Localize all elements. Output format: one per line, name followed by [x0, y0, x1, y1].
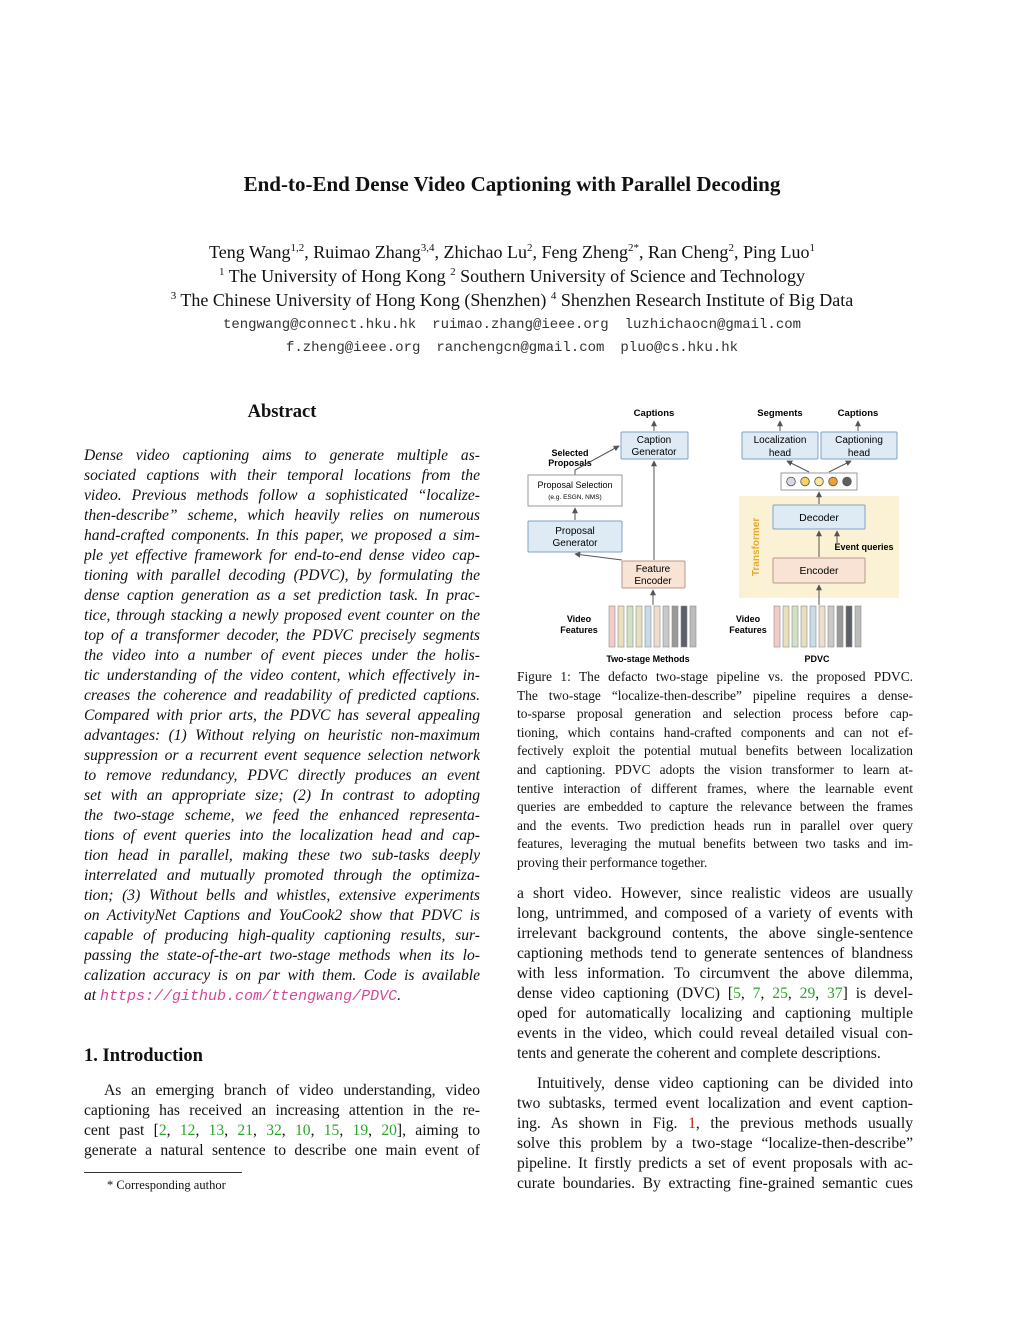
- citation-link[interactable]: 10: [294, 1122, 311, 1139]
- event-query-dot: [815, 477, 824, 486]
- email: ranchengcn@gmail.com: [436, 340, 605, 356]
- paper-title: End-to-End Dense Video Captioning with Parallel Decoding: [243, 172, 781, 196]
- caption-generator-label: Caption: [636, 435, 672, 446]
- citation-link[interactable]: 12: [179, 1122, 196, 1139]
- feature-encoder-label: Encoder: [634, 576, 672, 587]
- abstract-line: tice, through stacking a newly proposed event counter on the: [84, 607, 480, 624]
- video-frame: [819, 606, 825, 647]
- decoder-label: Decoder: [799, 512, 839, 524]
- affiliation: Southern University of Science and Technology: [455, 266, 805, 286]
- abstract-line: on ActivityNet Captions and YouCook2 show that PDVC is: [84, 907, 480, 924]
- video-frame: [690, 606, 696, 647]
- event-query-dot: [801, 477, 810, 486]
- video-frame: [618, 606, 624, 647]
- abstract-line: advantages: (1) Without relying on heuristic non-maximum: [84, 727, 480, 744]
- video-frames-right: [774, 606, 861, 647]
- footnote: * Corresponding author: [107, 1178, 226, 1192]
- caption-line: tioning, which contains hand-crafted components and can not ef-: [517, 724, 913, 740]
- video-frame: [801, 606, 807, 647]
- abstract-line: [84, 986, 480, 1006]
- abstract-line: creases the coherence and readability of predicted captions.: [84, 687, 480, 704]
- author-affil-mark: 3,4: [420, 242, 435, 254]
- citation-link[interactable]: 19: [352, 1122, 369, 1139]
- citation-link[interactable]: 13: [208, 1122, 225, 1139]
- body-text: dense video captioning (DVC) [: [517, 985, 734, 1002]
- author-affil-mark: 2*: [627, 242, 639, 254]
- caption-line: features, leveraging the mutual benefits between two tasks and im-: [517, 836, 913, 852]
- video-frame: [627, 606, 633, 647]
- body-line: oped for automatically localizing and captioning multiple: [517, 1005, 913, 1022]
- event-query-dot: [787, 477, 796, 486]
- email: luzhichaocn@gmail.com: [624, 317, 802, 333]
- abstract-text: at: [84, 987, 101, 1004]
- caption-line: queries are embedded to capture the relevance between the frames: [517, 799, 913, 815]
- author-line: [0, 241, 1024, 263]
- video-frame: [663, 606, 669, 647]
- intro-line: generate a natural sentence to describe one main event of: [84, 1142, 480, 1159]
- intro-line: cent past [2, 12, 13, 21, 32, 10, 15, 19, 20], aiming to: [84, 1122, 480, 1139]
- email: tengwang@connect.hku.hk: [222, 317, 417, 333]
- affil-mark: 2: [450, 266, 456, 278]
- caption-generator-label: Generator: [631, 447, 677, 458]
- event-query-dot: [829, 477, 838, 486]
- video-features-label: Features: [729, 625, 767, 635]
- video-frame: [636, 606, 642, 647]
- abstract-line: calization accuracy is on par with them. Code is available: [84, 967, 480, 984]
- citation-link[interactable]: 7: [752, 985, 761, 1002]
- video-frame: [810, 606, 816, 647]
- affiliation: The University of Hong Kong: [224, 266, 451, 286]
- body-line: curate boundaries. By extracting fine-grained semantic cues: [517, 1175, 913, 1192]
- abstract-line: capable of producing high-quality captioning results, sur-: [84, 927, 480, 944]
- pdvc-label: PDVC: [804, 654, 830, 664]
- abstract-line: tions of event queries into the localization head and cap-: [84, 827, 480, 844]
- citation-link[interactable]: 21: [237, 1122, 253, 1139]
- body-line: a short video. However, since realistic videos are usually: [517, 885, 913, 902]
- abstract-line: Compared with prior arts, the PDVC has several appealing: [84, 707, 480, 724]
- intro-text: cent past [: [84, 1122, 159, 1139]
- email: f.zheng@ieee.org: [285, 340, 421, 356]
- citation-link[interactable]: 5: [733, 985, 741, 1002]
- citation-link[interactable]: 32: [266, 1122, 282, 1139]
- affil-mark: 4: [550, 290, 557, 302]
- captioning-head-label: Captioning: [835, 435, 883, 446]
- intro-text: ], aiming to: [396, 1122, 480, 1139]
- video-frame: [837, 606, 843, 647]
- video-frames-left: [609, 606, 696, 647]
- abstract-line: suppression or a recurrent event sequence selection network: [84, 747, 480, 764]
- video-frame: [774, 606, 780, 647]
- video-frame: [645, 606, 651, 647]
- email: pluo@cs.hku.hk: [620, 340, 739, 356]
- intro-heading: 1. Introduction: [84, 1046, 203, 1066]
- two-stage-label: Two-stage Methods: [606, 654, 690, 664]
- caption-line: fectively exploit the potential mutual benefits between localization: [517, 743, 913, 759]
- body-line: with less information. To circumvent the above dilemma,: [517, 965, 913, 982]
- affil-mark: 1: [219, 266, 225, 278]
- pipeline-figure: [519, 400, 899, 670]
- right-column-paragraph: [517, 884, 913, 1064]
- abstract-heading: Abstract: [247, 402, 317, 422]
- author-affil-mark: 1: [809, 242, 815, 254]
- author-name: , Ruimao Zhang: [304, 242, 421, 262]
- affil-mark: 3: [170, 290, 177, 302]
- body-line: two subtasks, termed event localization and event caption-: [517, 1095, 913, 1112]
- abstract-line: tioning with parallel decoding (PDVC), by formulating the: [84, 567, 480, 584]
- figure-ref-link[interactable]: 1: [688, 1115, 696, 1132]
- author-affil-mark: 2: [526, 242, 533, 254]
- citation-link[interactable]: 2: [158, 1122, 167, 1139]
- body-line: dense video captioning (DVC) [5, 7, 25, 29, 37] is devel-: [517, 985, 913, 1002]
- caption-line: and captioning. PDVC adopts the vision transformer to learn at-: [517, 761, 913, 777]
- video-frame: [855, 606, 861, 647]
- author-affil-mark: 1,2: [290, 242, 305, 254]
- abstract-line: video. Previous methods follow a sophisticated “localize-: [84, 487, 480, 504]
- body-line: Intuitively, dense video captioning can be divided into: [537, 1075, 913, 1092]
- affiliation-line: [0, 265, 1024, 287]
- abstract-line: interrelated and mutually promoted through the optimiza-: [84, 867, 480, 884]
- proposal-selection-label: Proposal Selection: [537, 480, 613, 490]
- author-name: , Ran Cheng: [638, 242, 729, 262]
- email: ruimao.zhang@ieee.org: [432, 317, 609, 333]
- video-frame: [828, 606, 834, 647]
- author-affil-mark: 2: [728, 242, 734, 254]
- citation-link[interactable]: 20: [381, 1122, 397, 1139]
- video-features-label: Video: [566, 614, 592, 624]
- video-frame: [846, 606, 852, 647]
- caption-line: and the events. Two prediction heads run in parallel over query: [517, 817, 913, 833]
- event-queries-label: Event queries: [834, 542, 894, 552]
- body-line: pipeline. It firstly predicts a set of event proposals with ac-: [517, 1155, 913, 1172]
- feature-encoder-label: Feature: [635, 564, 671, 575]
- abstract-line: top of a transformer decoder, the PDVC precisely segments: [84, 627, 480, 644]
- intro-body: [84, 1081, 480, 1161]
- arrow: [787, 461, 809, 472]
- abstract-line: tion head in parallel, making these two sub-tasks deeply: [84, 847, 480, 864]
- arrow: [829, 461, 851, 472]
- video-frame: [681, 606, 687, 647]
- proposal-generator-label: Proposal: [555, 526, 595, 537]
- selected-proposals-label: Selected: [551, 448, 589, 458]
- proposal-generator-label: Generator: [552, 538, 598, 549]
- transformer-label: Transformer: [751, 517, 762, 577]
- figure-caption: [517, 668, 913, 873]
- affiliation-line: [0, 289, 1024, 311]
- event-query-dot: [843, 477, 852, 486]
- video-features-label: Video: [735, 614, 761, 624]
- body-line: tents and generate the coherent and complete descriptions.: [517, 1045, 881, 1062]
- author-name: , Zhichao Lu: [434, 242, 527, 262]
- citation-link[interactable]: 37: [827, 985, 843, 1002]
- video-frame: [792, 606, 798, 647]
- code-link[interactable]: https://github.com/ttengwang/PDVC: [100, 988, 398, 1005]
- email-line: [0, 317, 1024, 333]
- selected-proposals-label: Proposals: [548, 458, 592, 468]
- body-text: ] is devel-: [842, 985, 913, 1002]
- captioning-head-label: head: [847, 448, 871, 459]
- abstract-line: Dense video captioning aims to generate multiple as-: [84, 447, 480, 464]
- video-frame: [783, 606, 789, 647]
- body-line: events in the video, which could reveal detailed visual con-: [517, 1025, 913, 1042]
- body-line: captioning methods tend to generate sentences of blandness: [517, 945, 913, 962]
- abstract-line: the video into a number of event pieces under the holis-: [84, 647, 480, 664]
- body-line: solve this problem by a two-stage “localize-then-describe”: [517, 1135, 913, 1152]
- encoder-label: Encoder: [799, 565, 839, 577]
- citation-link[interactable]: 29: [799, 985, 816, 1002]
- abstract-text: .: [397, 987, 401, 1004]
- footnote-rule: [84, 1172, 242, 1173]
- abstract-line: tic understanding of the video content, which effectively in-: [84, 667, 480, 684]
- video-frame: [672, 606, 678, 647]
- segments-label: Segments: [757, 408, 803, 419]
- abstract-line: sociated captions with their temporal locations from the: [84, 467, 480, 484]
- abstract-line: passing the state-of-the-art two-stage methods when its lo-: [84, 947, 480, 964]
- affiliation: The Chinese University of Hong Kong (Shenzhen): [176, 290, 551, 310]
- author-name: Teng Wang: [209, 242, 291, 262]
- author-name: , Feng Zheng: [532, 242, 628, 262]
- proposal-selection-sub: (e.g. ESGN, NMS): [548, 494, 602, 501]
- caption-line: tentive interaction of different frames, where the learnable event: [517, 780, 913, 796]
- localization-head-label: head: [768, 448, 792, 459]
- video-features-label: Features: [560, 625, 598, 635]
- abstract-line: set with an appropriate size; (2) In contrast to adopting: [84, 787, 480, 804]
- video-frame: [609, 606, 615, 647]
- author-name: , Ping Luo: [733, 242, 810, 262]
- body-line: [517, 1114, 913, 1134]
- citation-link[interactable]: 15: [323, 1122, 340, 1139]
- abstract-line: hand-crafted components. In this paper, we proposed a sim-: [84, 527, 480, 544]
- abstract-line: then-describe” scheme, which heavily relies on numerous: [84, 507, 480, 524]
- intro-line: As an emerging branch of video understanding, video: [104, 1082, 480, 1099]
- body-text: , the previous methods usually: [695, 1115, 913, 1132]
- body-line: irrelevant background contents, the above single-sentence: [517, 925, 913, 942]
- captions-label: Captions: [837, 408, 879, 419]
- caption-line: Figure 1: The defacto two-stage pipeline vs. the proposed PDVC.: [517, 669, 913, 684]
- right-column-paragraph: [517, 1074, 913, 1194]
- body-text: ing. As shown in Fig.: [517, 1115, 689, 1132]
- email-line: [0, 340, 1024, 356]
- video-frame: [654, 606, 660, 647]
- caption-line: proving their performance together.: [517, 854, 708, 870]
- localization-head-label: Localization: [753, 435, 807, 446]
- caption-line: to-sparse proposal generation and selection process before cap-: [517, 706, 913, 722]
- body-line: long, untrimmed, and composed of a variety of events with: [517, 905, 913, 922]
- intro-line: captioning has received an increasing attention in the re-: [84, 1102, 480, 1119]
- affiliation: Shenzhen Research Institute of Big Data: [556, 290, 854, 310]
- captions-label: Captions: [633, 408, 675, 419]
- arrow: [575, 554, 622, 560]
- abstract-line: tion; (3) Without bells and whistles, extensive experiments: [84, 887, 480, 904]
- abstract-body: [84, 446, 480, 1006]
- abstract-line: ple yet effective framework for end-to-end dense video cap-: [84, 547, 480, 564]
- caption-line: The two-stage “localize-then-describe” pipeline requires a dense-: [517, 687, 913, 703]
- abstract-line: to remove redundancy, PDVC directly produces an event: [84, 767, 480, 784]
- citation-link[interactable]: 25: [772, 985, 788, 1002]
- abstract-line: dense caption generation as a set prediction task. In prac-: [84, 587, 480, 604]
- abstract-line: the two-stage scheme, we feed the enhanced representa-: [84, 807, 480, 824]
